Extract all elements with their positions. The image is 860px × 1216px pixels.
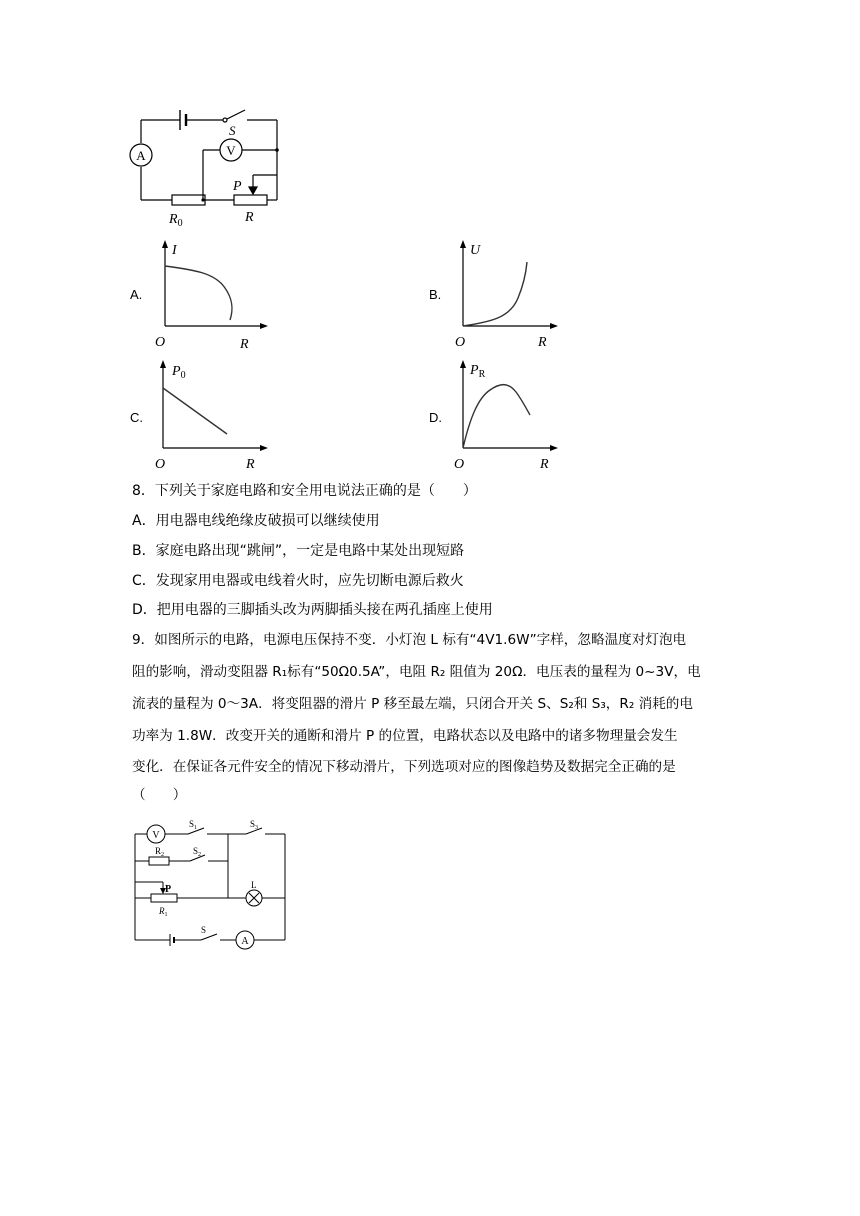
q8-stem: 8．下列关于家庭电路和安全用电说法正确的是（ ）	[132, 483, 477, 499]
s3-label: $S_3$	[250, 819, 259, 831]
circuit-diagram-2	[125, 818, 300, 950]
r2-label: $R_2$	[155, 846, 165, 858]
option-a-letter: A.	[130, 287, 143, 302]
graph-a-origin: O	[155, 335, 166, 350]
graph-b-x-label: R	[538, 335, 547, 350]
switch-label: S	[229, 123, 236, 138]
option-c-letter: C.	[130, 410, 143, 425]
lamp-label: L	[251, 880, 257, 890]
q8-option-b: B．家庭电路出现“跳闸”，一定是电路中某处出现短路	[132, 543, 465, 559]
r-label: R	[245, 210, 254, 225]
option-b-letter: B.	[429, 287, 442, 302]
q9-line-6: （ ）	[132, 787, 187, 803]
graph-b-curve	[463, 262, 527, 326]
graph-c-x-label: R	[246, 457, 255, 472]
q9-line-5: 变化．在保证各元件安全的情况下移动滑片，下列选项对应的图像趋势及数据完全正确的是	[132, 759, 676, 775]
s-label: S	[201, 925, 207, 935]
graph-c-line	[163, 388, 227, 434]
graph-a-curve	[165, 266, 232, 320]
graph-a-x-label: R	[240, 337, 249, 352]
graph-a	[150, 238, 275, 353]
ammeter-label-2: A	[241, 936, 249, 947]
ammeter-label: A	[136, 148, 146, 163]
graph-a-y-label: I	[172, 243, 177, 258]
graph-d-x-label: R	[540, 457, 549, 472]
graph-d-y-label: $P_R$	[470, 363, 486, 380]
q8-option-d: D．把用电器的三脚插头改为两脚插头接在两孔插座上使用	[132, 602, 493, 618]
graph-c-origin: O	[155, 457, 166, 472]
slider-label: P	[233, 179, 242, 194]
graph-b	[450, 238, 575, 353]
s2-label: $S_2$	[193, 846, 202, 858]
q8-option-c: C．发现家用电器或电线着火时，应先切断电源后救火	[132, 573, 464, 589]
q9-line-3: 流表的量程为 0～3A．将变阻器的滑片 P 移至最左端，只闭合开关 S、S₂和 S₃，R₂ 消耗的电	[132, 696, 693, 712]
q8-option-a: A．用电器电线绝缘皮破损可以继续使用	[132, 513, 380, 529]
graph-d-origin: O	[454, 457, 465, 472]
voltmeter-label-2: V	[152, 830, 160, 841]
graph-b-y-label: U	[470, 243, 481, 258]
graph-b-origin: O	[455, 335, 466, 350]
q9-line-1: 9．如图所示的电路，电源电压保持不变．小灯泡 L 标有“4V1.6W”字样，忽略温度对灯泡电	[132, 632, 687, 648]
circuit-diagram-1	[125, 100, 295, 230]
p-label: P	[165, 884, 172, 895]
graph-d	[450, 358, 575, 473]
s1-label: $S_1$	[189, 819, 198, 831]
option-d-letter: D.	[429, 410, 442, 425]
q9-line-2: 阻的影响，滑动变阻器 R₁标有“50Ω0.5A”，电阻 R₂ 阻值为 20Ω．电压表的量程为 0~3V，电	[132, 664, 701, 680]
r0-label: $R_0$	[169, 212, 183, 229]
graph-c-y-label: $P_0$	[172, 364, 186, 381]
r1-label: $R_1$	[159, 906, 168, 918]
graph-d-curve	[463, 385, 530, 448]
voltmeter-label: V	[226, 143, 236, 158]
q9-line-4: 功率为 1.8W．改变开关的通断和滑片 P 的位置，电路状态以及电路中的诸多物理量会发生	[132, 728, 678, 744]
graph-c	[150, 358, 275, 473]
